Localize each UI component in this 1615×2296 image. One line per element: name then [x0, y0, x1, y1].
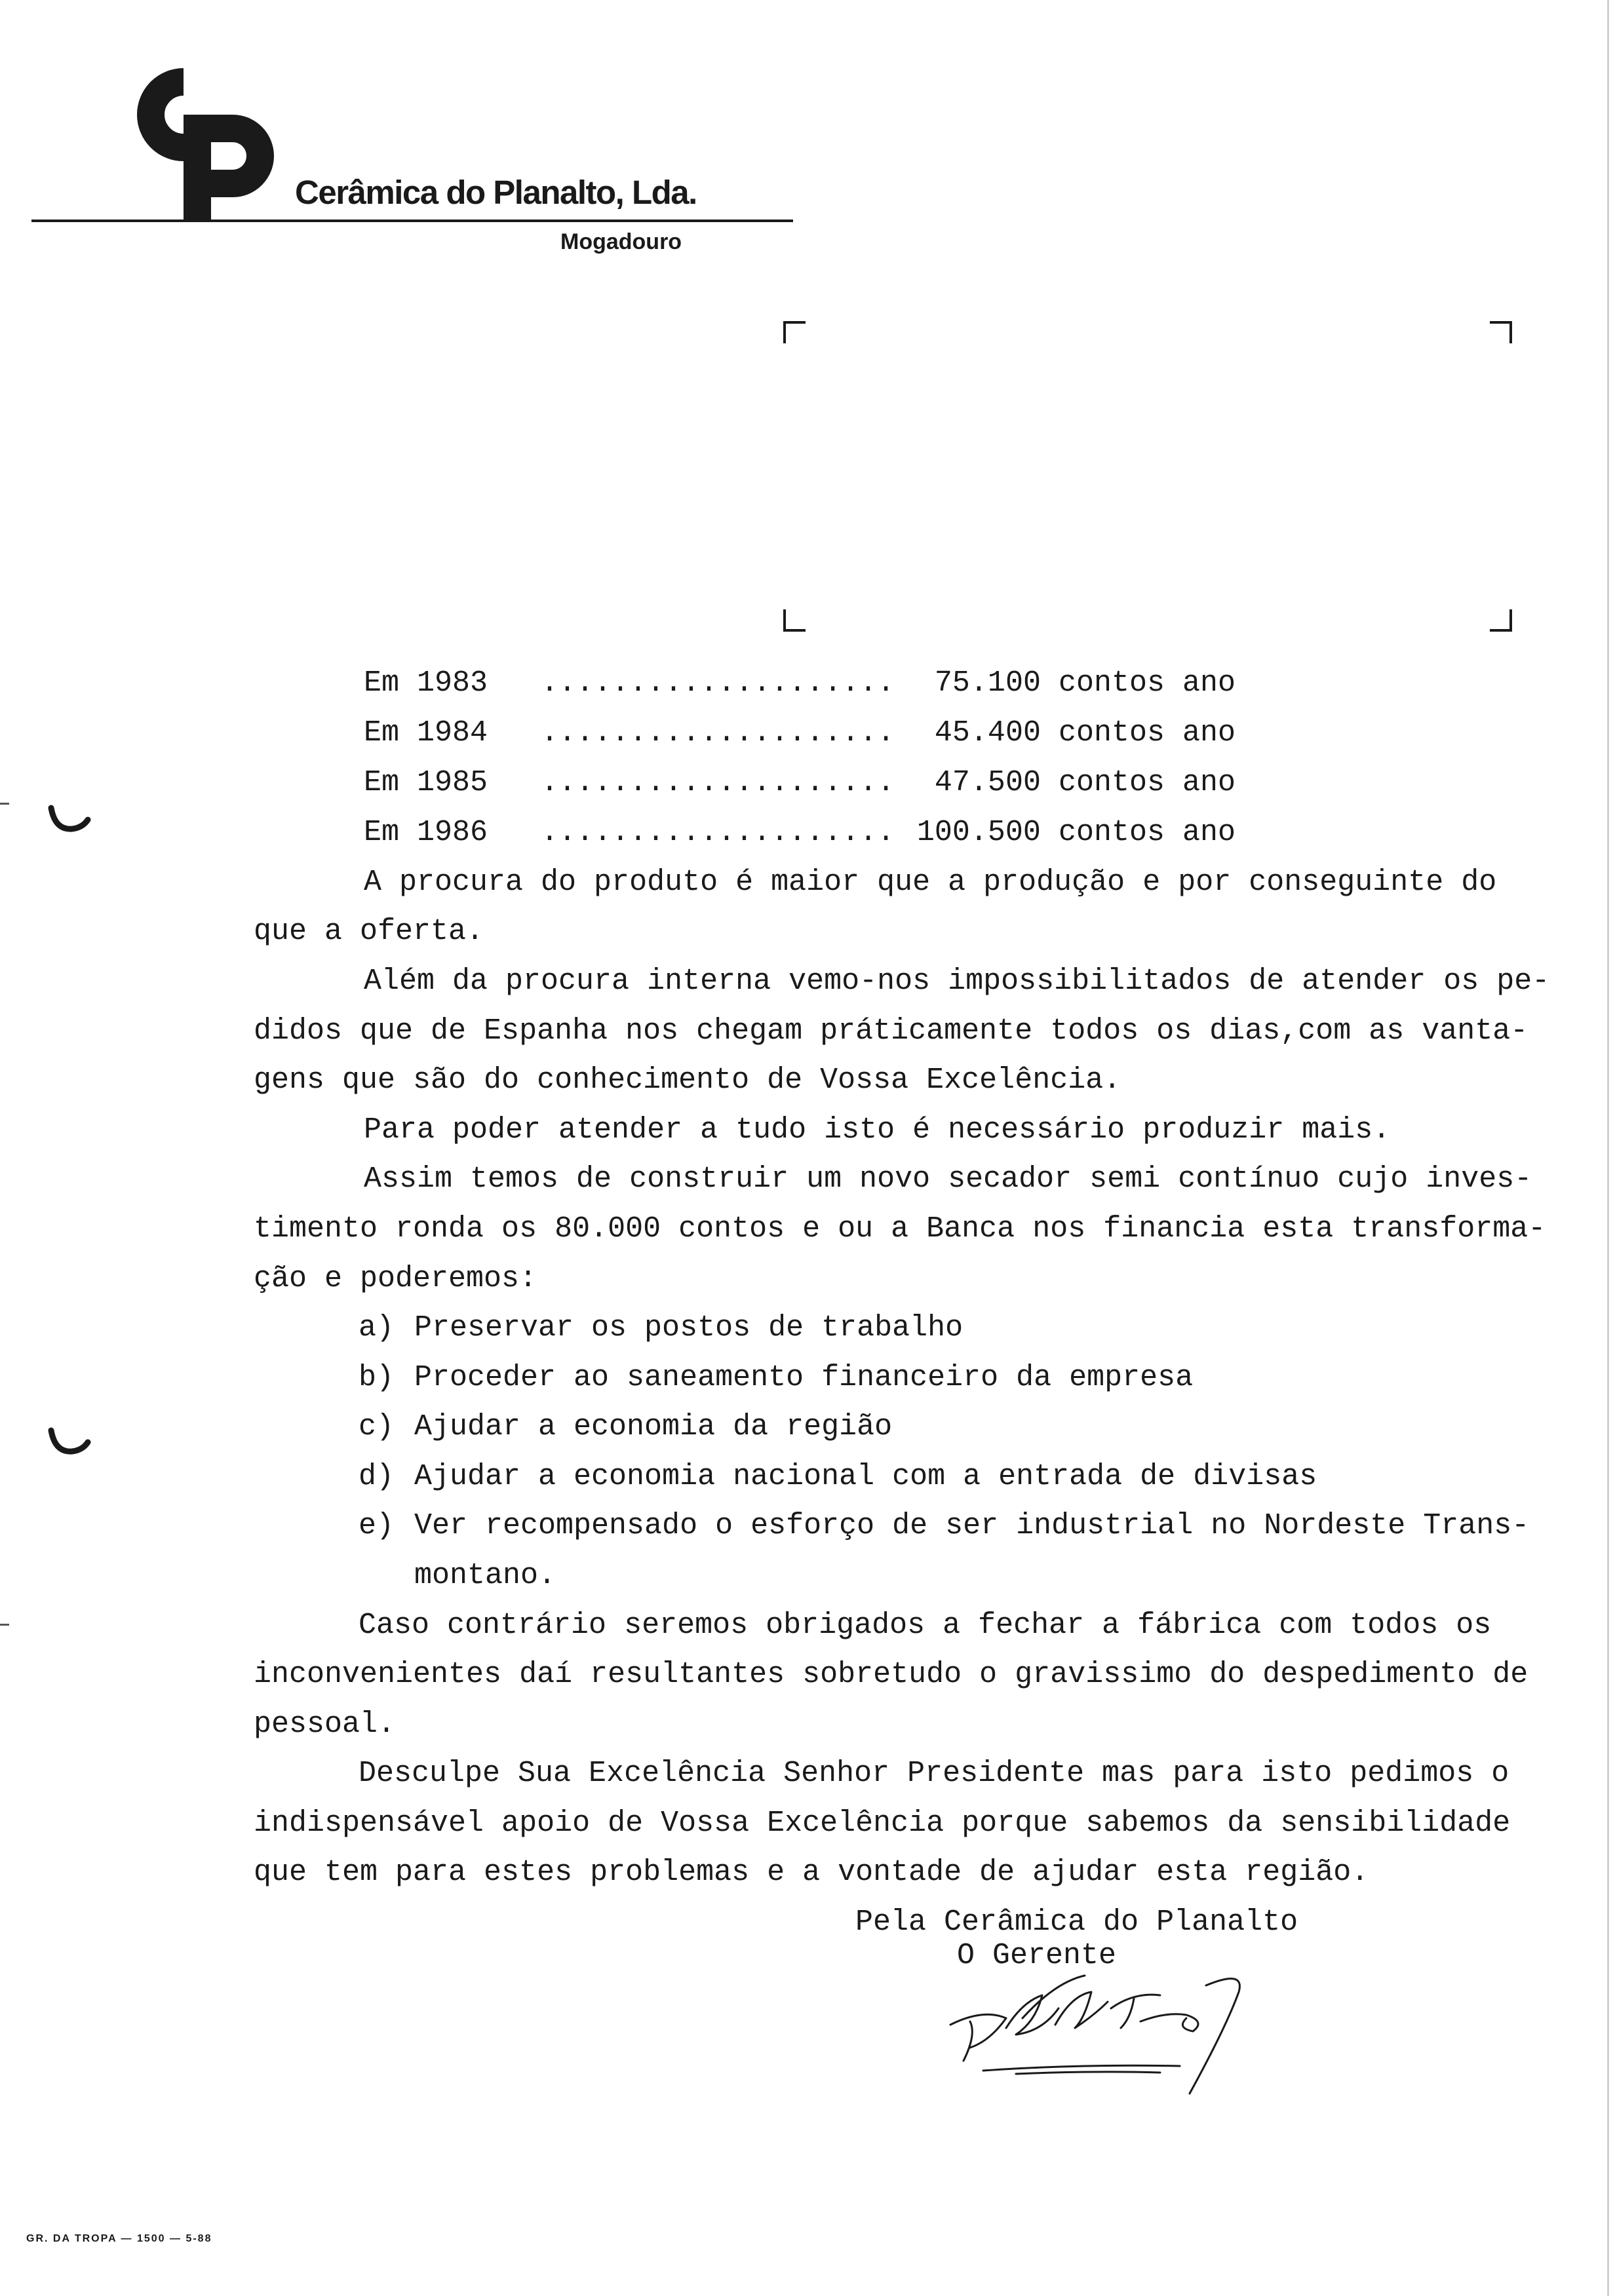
paragraph-line: Assim temos de construir um novo secador semi contínuo cujo inves- [364, 1162, 1532, 1196]
address-corner-bottom-right [1490, 609, 1512, 632]
production-row [364, 718, 1236, 751]
address-corner-bottom-left [783, 609, 806, 632]
margin-tick [0, 1624, 9, 1626]
production-amount: 100.500 contos ano [916, 816, 1236, 849]
production-year: Em 1986 [364, 816, 488, 849]
production-amount: 47.500 contos ano [934, 766, 1236, 799]
list-item: Ajudar a economia nacional com a entrada de divisas [414, 1460, 1317, 1493]
list-item: Ajudar a economia da região [414, 1410, 893, 1444]
paragraph-line: indispensável apoio de Vossa Excelência porque sabemos da sensibilidade [254, 1807, 1511, 1840]
company-city: Mogadouro [560, 229, 682, 254]
list-marker: b) [359, 1361, 395, 1394]
paragraph-line: Caso contrário seremos obrigados a fechar a fábrica com todos os [359, 1609, 1492, 1642]
paragraph-line: Desculpe Sua Excelência Senhor Presidente mas para isto pedimos o [359, 1757, 1509, 1790]
paragraph-line: pessoal. [254, 1708, 396, 1741]
leader-dots: .................... [541, 666, 895, 700]
closing-company: Pela Cerâmica do Planalto [855, 1905, 1298, 1939]
punch-hole-mark [46, 1419, 92, 1464]
punch-hole-mark [46, 796, 92, 842]
paragraph-line: ção e poderemos: [254, 1262, 537, 1295]
paragraph-line: didos que de Espanha nos chegam práticamente todos os dias,com as vanta- [254, 1014, 1528, 1048]
closing-title: O Gerente [957, 1939, 1117, 1972]
production-amount: 75.100 contos ano [934, 666, 1236, 700]
paragraph-line: Além da procura interna vemo-nos impossibilitados de atender os pe- [364, 965, 1550, 998]
leader-dots: .................... [541, 716, 895, 750]
production-row [364, 768, 1236, 801]
paragraph-line: que a oferta. [254, 915, 484, 948]
production-row [364, 668, 1236, 701]
list-marker: c) [359, 1410, 395, 1444]
paragraph-line: gens que são do conhecimento de Vossa Excelência. [254, 1063, 1121, 1097]
paragraph-line: timento ronda os 80.000 contos e ou a Banca nos financia esta transforma- [254, 1212, 1546, 1246]
paragraph-line: A procura do produto é maior que a produção e por conseguinte do [364, 866, 1497, 899]
letterhead-rule [31, 220, 793, 222]
company-name: Cerâmica do Planalto, Lda. [295, 174, 697, 211]
leader-dots: .................... [541, 766, 895, 799]
company-logo [121, 62, 279, 220]
paragraph-line: inconvenientes daí resultantes sobretudo o gravissimo do despedimento de [254, 1658, 1528, 1691]
leader-dots: .................... [541, 816, 895, 849]
list-item: Proceder ao saneamento financeiro da empresa [414, 1361, 1194, 1394]
production-row [364, 818, 1236, 851]
margin-tick [0, 803, 9, 805]
list-item: Ver recompensado o esforço de ser industrial no Nordeste Trans- [414, 1509, 1530, 1542]
page-edge [1607, 0, 1609, 2296]
address-corner-top-left [783, 321, 806, 343]
production-amount: 45.400 contos ano [934, 716, 1236, 750]
list-marker: a) [359, 1311, 395, 1345]
list-item: Preservar os postos de trabalho [414, 1311, 963, 1345]
paragraph-line: que tem para estes problemas e a vontade de ajudar esta região. [254, 1856, 1369, 1889]
production-year: Em 1983 [364, 666, 488, 700]
address-corner-top-right [1490, 321, 1512, 343]
paragraph-line: Para poder atender a tudo isto é necessário produzir mais. [364, 1113, 1391, 1147]
list-item-continuation: montano. [414, 1559, 556, 1592]
production-year: Em 1984 [364, 716, 488, 750]
production-year: Em 1985 [364, 766, 488, 799]
list-marker: d) [359, 1460, 395, 1493]
handwritten-signature [944, 1956, 1311, 2097]
printer-mark: GR. DA TROPA — 1500 — 5-88 [26, 2233, 212, 2244]
list-marker: e) [359, 1509, 395, 1542]
